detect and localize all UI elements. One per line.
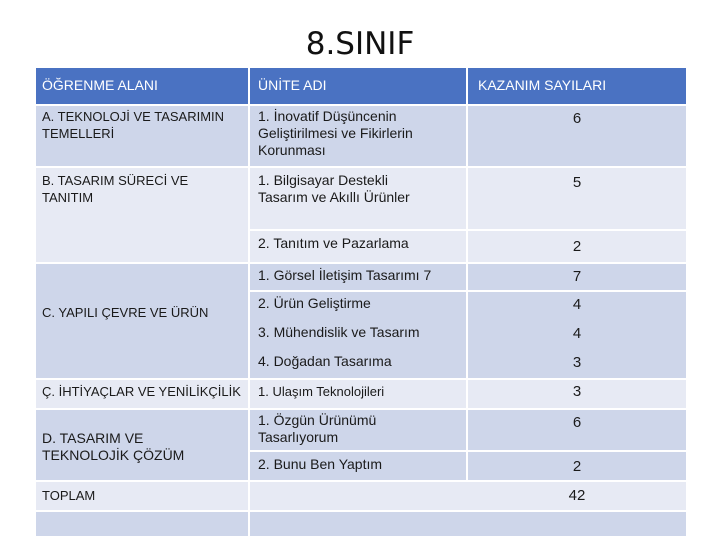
total-label: TOPLAM — [42, 488, 96, 503]
area-cc-label: Ç. İHTİYAÇLAR VE YENİLİKÇİLİK — [42, 384, 241, 399]
unit-cc-label: 1. Ulaşım Teknolojileri — [258, 384, 385, 399]
unit-b1-label: 1. Bilgisayar Destekli Tasarım ve Akıllı Ürünler — [258, 172, 410, 205]
page-title: 8.SINIF — [305, 26, 415, 62]
count-c3: 4 — [572, 325, 582, 342]
area-b-label: B. TASARIM SÜRECİ VE TANITIM — [42, 173, 189, 205]
grid-hline-3 — [248, 229, 686, 231]
grid-hline-9 — [36, 480, 686, 482]
count-cc: 3 — [572, 383, 582, 400]
count-a: 6 — [572, 110, 582, 127]
grid-hline-1 — [36, 104, 686, 106]
unit-d2-label: 2. Bunu Ben Yaptım — [258, 456, 383, 472]
count-c4: 3 — [572, 354, 582, 371]
total-count: 42 — [568, 487, 586, 504]
row-empty-bg — [36, 510, 686, 536]
count-d1: 6 — [572, 414, 582, 431]
header-outcome-count: KAZANIM SAYILARI — [478, 77, 607, 93]
unit-a-label: 1. İnovatif Düşüncenin Geliştirilmesi ve Fikirlerin Korunması — [258, 108, 413, 158]
curriculum-table — [36, 68, 686, 536]
area-a-label: A. TEKNOLOJİ VE TASARIMIN TEMELLERİ — [42, 109, 225, 141]
area-d-label: D. TASARIM VE TEKNOLOJİK ÇÖZÜM — [42, 430, 185, 463]
area-c-label: C. YAPILI ÇEVRE VE ÜRÜN — [42, 305, 209, 320]
grid-hline-8 — [248, 450, 686, 452]
header-learning-area: ÖĞRENME ALANI — [42, 77, 158, 93]
header-unit-name: ÜNİTE ADI — [258, 77, 327, 93]
unit-d1-label: 1. Özgün Ürünümü Tasarlıyorum — [258, 412, 377, 445]
grid-hline-7 — [36, 408, 686, 410]
grid-hline-4 — [36, 262, 686, 264]
count-c2: 4 — [572, 296, 582, 313]
grid-hline-10 — [36, 510, 686, 512]
unit-b2-label: 2. Tanıtım ve Pazarlama — [258, 235, 409, 251]
count-b1: 5 — [572, 174, 582, 191]
count-c1: 7 — [572, 268, 582, 285]
grid-hline-6 — [36, 378, 686, 380]
unit-c2-label: 2. Ürün Geliştirme — [258, 295, 371, 311]
unit-c1-label: 1. Görsel İletişim Tasarımı 7 — [258, 267, 432, 283]
grid-vline-2 — [466, 68, 468, 480]
grid-hline-2 — [36, 166, 686, 168]
unit-c4-label: 4. Doğadan Tasarıma — [258, 353, 392, 369]
unit-c3-label: 3. Mühendislik ve Tasarım — [258, 324, 420, 340]
count-d2: 2 — [572, 458, 582, 475]
grid-hline-5 — [248, 290, 686, 292]
count-b2: 2 — [572, 238, 582, 255]
grid-vline-1 — [248, 68, 250, 536]
